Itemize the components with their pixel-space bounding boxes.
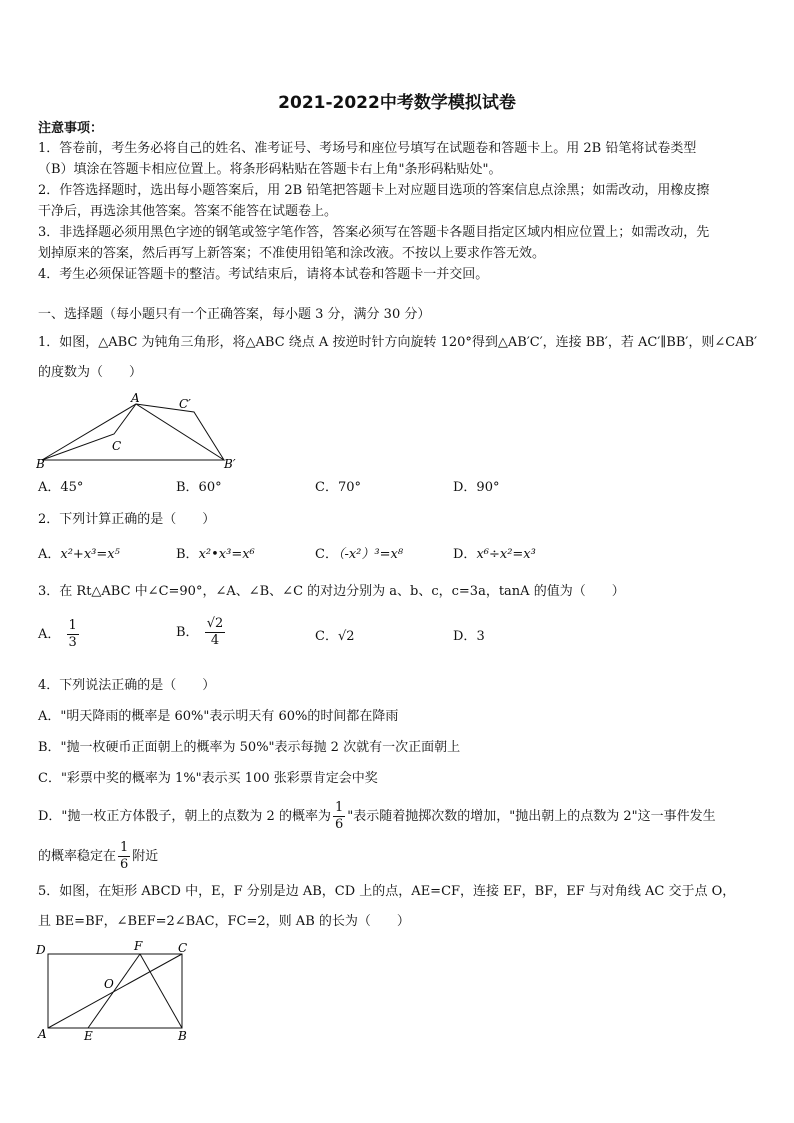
q1-option-d[interactable]: D．90° xyxy=(453,480,500,495)
question-1-stem-cont: 的度数为（ ） xyxy=(38,365,143,380)
q3-option-a[interactable]: A． $\frac{1}{3}$ xyxy=(38,618,77,650)
label-B: B xyxy=(178,1029,187,1043)
q3-option-b[interactable]: B． $\frac{√2}{4}$ xyxy=(176,616,224,648)
label-C: C xyxy=(112,439,122,453)
label-A: A xyxy=(131,391,140,405)
page-title: 2021-2022中考数学模拟试卷 xyxy=(278,93,516,113)
question-2-stem: 2．下列计算正确的是（ ） xyxy=(38,512,216,527)
section-heading: 一、选择题（每小题只有一个正确答案，每小题 3 分，满分 30 分） xyxy=(38,307,431,322)
label-C-prime: C′ xyxy=(179,397,191,411)
q4-option-d[interactable]: D．"抛一枚正方体骰子，朝上的点数为 2 的概率为 $\frac{1}{6}$ "表示随着抛掷次数的增加，"抛出朝上的点数为 2"这一事件发生 xyxy=(38,800,716,832)
question-5-figure xyxy=(34,938,196,1046)
q1-option-b[interactable]: B．60° xyxy=(176,480,222,495)
question-3-stem: 3．在 Rt△ABC 中∠C=90°，∠A、∠B、∠C 的对边分别为 a、b、c，c=3a，tanA 的值为（ ） xyxy=(38,584,625,599)
fraction: $\frac{√2}{4}$ xyxy=(206,616,224,648)
q4-option-a[interactable]: A．"明天降雨的概率是 60%"表示明天有 60%的时间都在降雨 xyxy=(38,709,399,724)
q3-option-c[interactable]: C．√2 xyxy=(315,629,355,644)
notice-line: 干净后，再选涂其他答案。答案不能答在试题卷上。 xyxy=(38,204,338,219)
fraction: $\frac{1}{6}$ xyxy=(334,800,344,832)
label-O: O xyxy=(104,977,114,991)
notice-line: 1．答卷前，考生务必将自己的姓名、准考证号、考场号和座位号填写在试题卷和答题卡上。用 2B 铅笔将试卷类型 xyxy=(38,141,697,156)
question-4-stem: 4．下列说法正确的是（ ） xyxy=(38,678,216,693)
label-C: C xyxy=(178,941,188,955)
notice-line: 2．作答选择题时，选出每小题答案后，用 2B 铅笔把答题卡上对应题目选项的答案信息点涂黑；如需改动，用橡皮擦 xyxy=(38,183,710,198)
q3-option-d[interactable]: D．3 xyxy=(453,629,485,644)
q2-option-c[interactable]: C．（-x²）³=x⁸ xyxy=(315,547,404,562)
notice-line: 4．考生必须保证答题卡的整洁。考试结束后，请将本试卷和答题卡一并交回。 xyxy=(38,267,489,282)
label-F: F xyxy=(134,939,143,953)
notice-line: （B）填涂在答题卡相应位置上。将条形码粘贴在答题卡右上角"条形码粘贴处"。 xyxy=(38,162,502,177)
q4-option-b[interactable]: B．"抛一枚硬币正面朝上的概率为 50%"表示每抛 2 次就有一次正面朝上 xyxy=(38,740,461,755)
label-B: B xyxy=(36,457,45,470)
notice-heading: 注意事项： xyxy=(38,121,104,136)
q4-option-c[interactable]: C．"彩票中奖的概率为 1%"表示买 100 张彩票肯定会中奖 xyxy=(38,771,378,786)
label-B-prime: B′ xyxy=(224,457,236,470)
notice-line: 划掉原来的答案，然后再写上新答案；不准使用铅笔和涂改液。不按以上要求作答无效。 xyxy=(38,246,546,261)
label-A: A xyxy=(38,1027,47,1041)
fraction: $\frac{1}{6}$ xyxy=(120,840,129,872)
fraction: $\frac{1}{3}$ xyxy=(68,618,77,650)
label-D: D xyxy=(36,943,46,957)
q1-option-c[interactable]: C．70° xyxy=(315,480,361,495)
q1-option-a[interactable]: A．45° xyxy=(38,480,84,495)
label-E: E xyxy=(84,1029,93,1043)
notice-line: 3．非选择题必须用黑色字迹的钢笔或签字笔作答，答案必须写在答题卡各题目指定区域内相应位置上；如需改动，先 xyxy=(38,225,710,240)
q4-option-d-cont: 的概率稳定在 $\frac{1}{6}$ 附近 xyxy=(38,840,159,872)
q2-option-d[interactable]: D．x⁶÷x²=x³ xyxy=(453,547,536,562)
question-5-stem: 5．如图，在矩形 ABCD 中，E，F 分别是边 AB，CD 上的点，AE=CF，连接 EF，BF，EF 与对角线 AC 交于点 O， xyxy=(38,884,736,899)
q2-option-b[interactable]: B．x²•x³=x⁶ xyxy=(176,547,255,562)
question-1-stem: 1．如图，△ABC 为钝角三角形，将△ABC 绕点 A 按逆时针方向旋转 120°得到△AB′C′，连接 BB′，若 AC′∥BB′，则∠CAB′ xyxy=(38,335,758,350)
question-1-figure xyxy=(36,388,246,470)
q2-option-a[interactable]: A．x²+x³=x⁵ xyxy=(38,547,120,562)
question-5-stem-cont: 且 BE=BF，∠BEF=2∠BAC，FC=2，则 AB 的长为（ ） xyxy=(38,914,410,929)
